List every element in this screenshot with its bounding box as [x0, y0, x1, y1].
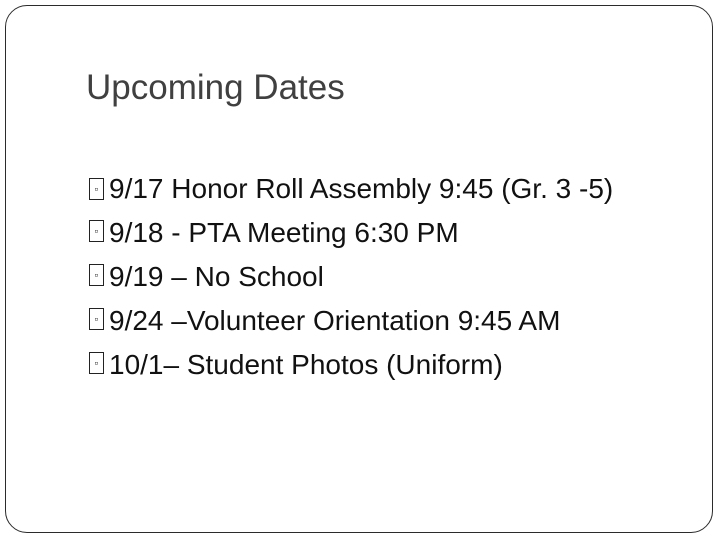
list-item-text: 10/1– Student Photos (Uniform)	[109, 349, 503, 380]
list-item-text: 9/24 –Volunteer Orientation 9:45 AM	[109, 305, 561, 336]
missing-glyph-box-icon: ▫	[89, 264, 104, 286]
list-item	[89, 343, 689, 387]
list-item	[89, 170, 689, 211]
list-item-text: 9/19 – No School	[109, 261, 324, 292]
slide-title: Upcoming Dates	[86, 68, 345, 107]
upcoming-dates-list	[89, 170, 689, 387]
missing-glyph-box-icon: ▫	[89, 308, 104, 330]
list-item	[89, 299, 689, 343]
missing-glyph-box-icon: ▫	[89, 352, 104, 374]
list-item-text: 9/17 Honor Roll Assembly 9:45 (Gr. 3 -5)	[109, 173, 614, 204]
list-item	[89, 211, 689, 255]
slide-frame	[5, 5, 713, 533]
missing-glyph-box-icon: ▫	[89, 220, 104, 242]
list-item-text: 9/18 - PTA Meeting 6:30 PM	[109, 217, 459, 248]
missing-glyph-box-icon: ▫	[89, 178, 104, 200]
list-item	[89, 255, 689, 299]
